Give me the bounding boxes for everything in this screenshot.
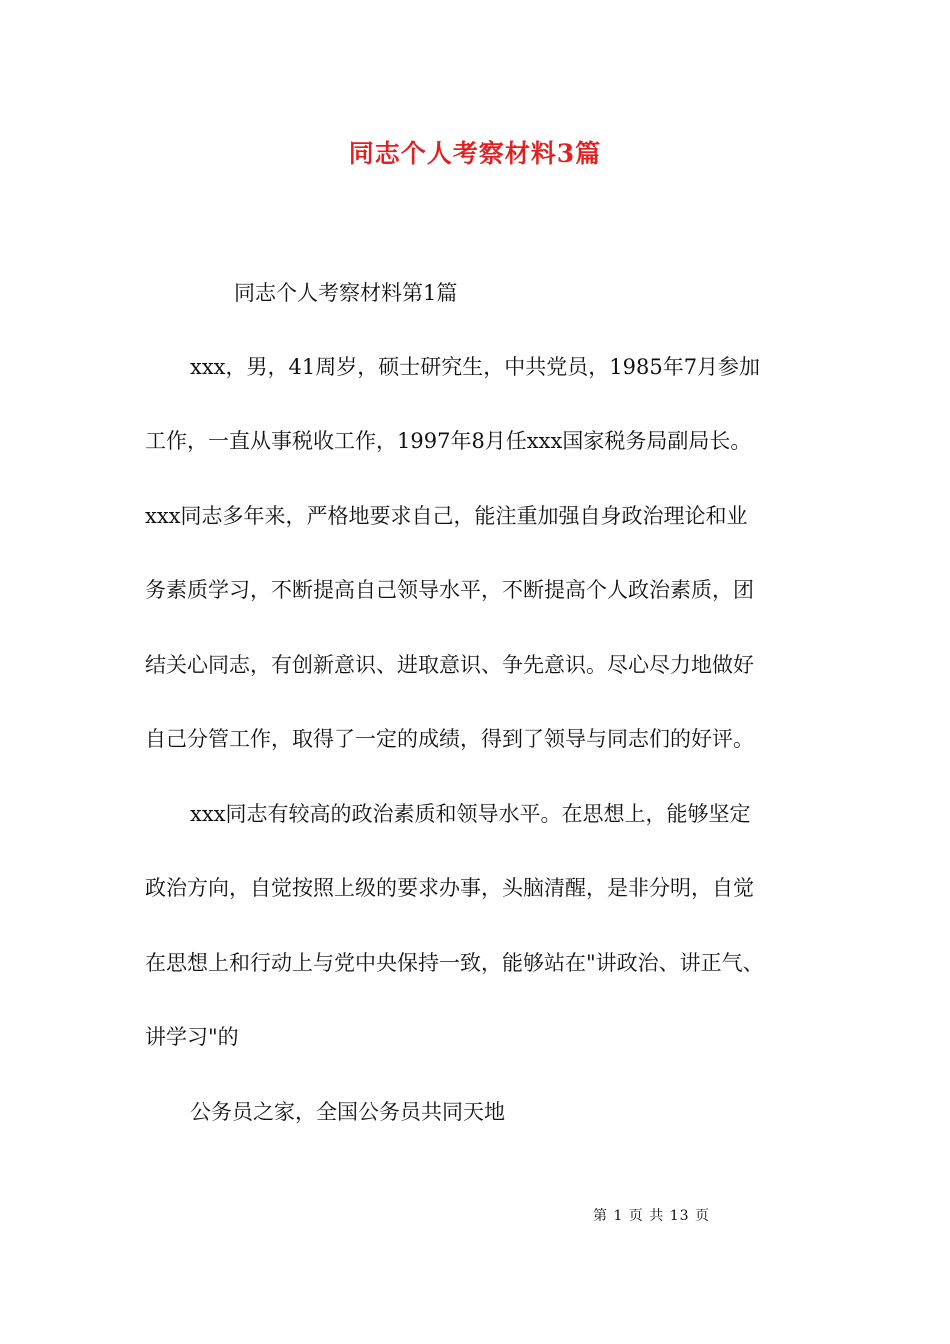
paragraph-line: xxx同志有较高的政治素质和领导水平。在思想上，能够坚定 bbox=[190, 802, 751, 826]
paragraph-line: 政治方向，自觉按照上级的要求办事，头脑清醒，是非分明，自觉 bbox=[145, 876, 754, 900]
paragraph-line: 公务员之家，全国公务员共同天地 bbox=[190, 1100, 505, 1124]
paragraph-line: 结关心同志，有创新意识、进取意识、争先意识。尽心尽力地做好 bbox=[145, 653, 754, 677]
paragraph-line: 讲学习"的 bbox=[145, 1025, 239, 1049]
page-number: 第 1 页 共 13 页 bbox=[593, 1208, 710, 1224]
paragraph-line: 工作，一直从事税收工作，1997年8月任xxx国家税务局副局长。 bbox=[145, 429, 752, 453]
paragraph-line: xxx，男，41周岁，硕士研究生，中共党员，1985年7月参加 bbox=[190, 355, 761, 379]
paragraph-line: xxx同志多年来，严格地要求自己，能注重加强自身政治理论和业 bbox=[145, 504, 748, 528]
paragraph-line: 务素质学习，不断提高自己领导水平，不断提高个人政治素质，团 bbox=[145, 578, 754, 602]
document-title: 同志个人考察材料3篇 bbox=[348, 139, 602, 168]
paragraph-line: 自己分管工作，取得了一定的成绩，得到了领导与同志们的好评。 bbox=[145, 727, 754, 751]
section-heading: 同志个人考察材料第1篇 bbox=[234, 281, 458, 305]
paragraph-line: 在思想上和行动上与党中央保持一致，能够站在"讲政治、讲正气、 bbox=[145, 951, 764, 975]
